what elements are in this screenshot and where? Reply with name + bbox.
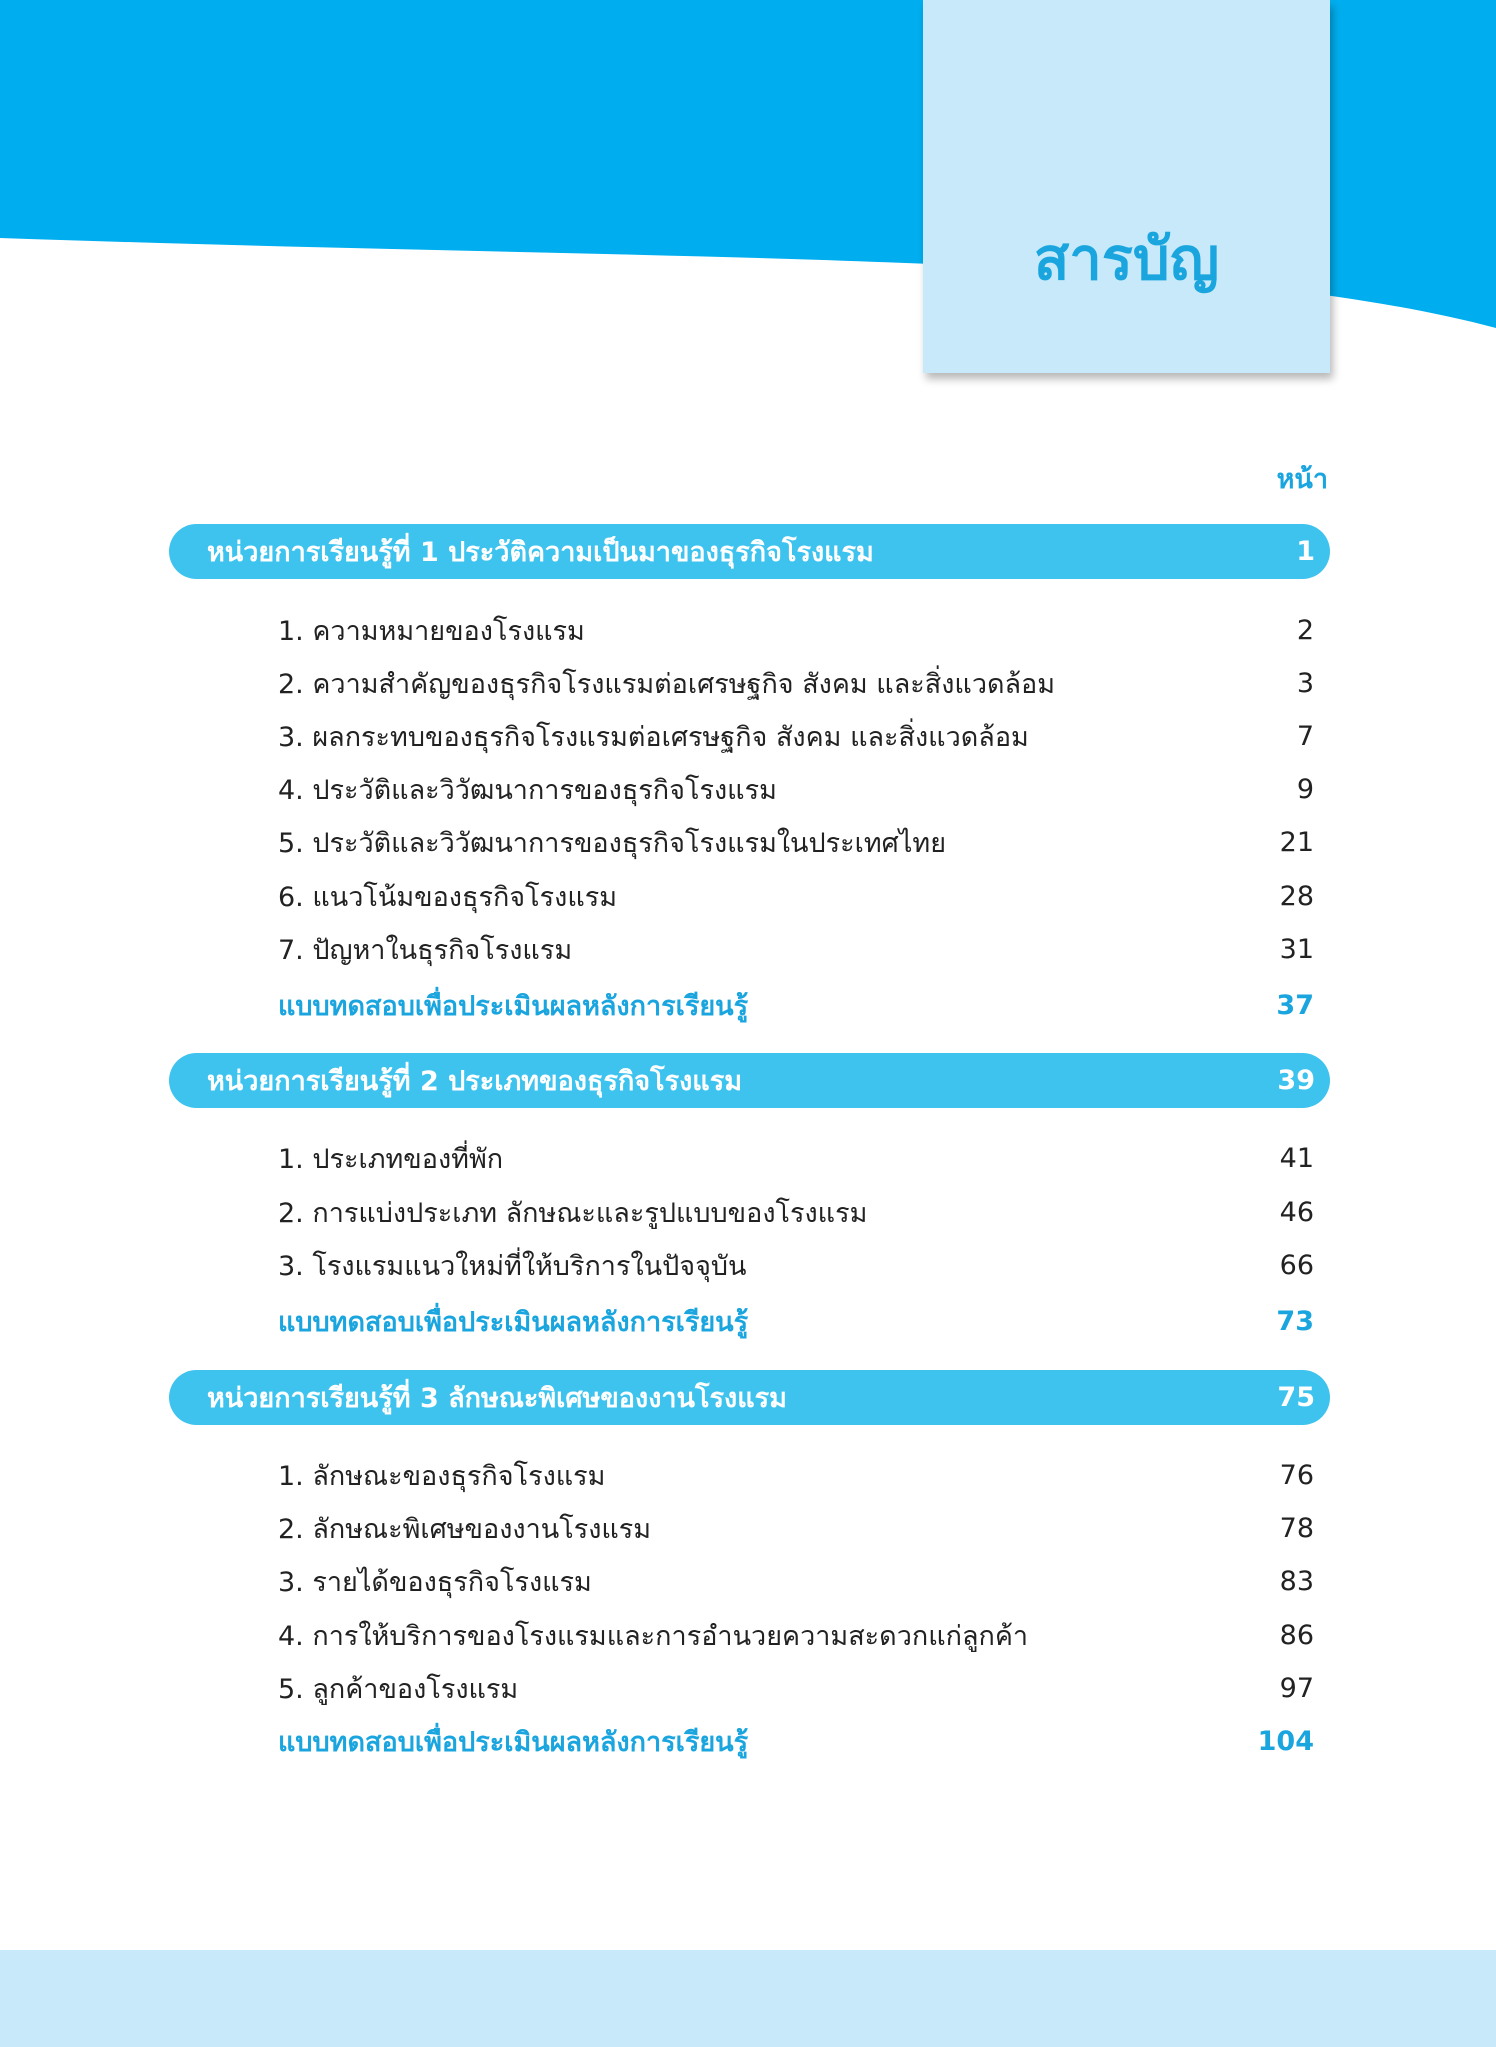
entry-label: 2. ลักษณะพิเศษของงานโรงแรม	[278, 1513, 652, 1545]
entry-label: 3. โรงแรมแนวใหม่ที่ให้บริการในปัจจุบัน	[278, 1250, 747, 1282]
entry-page: 97	[1279, 1672, 1314, 1704]
footer-band	[0, 1950, 1496, 2047]
unit-1-header[interactable]	[169, 524, 1330, 579]
toc-entry[interactable]	[278, 716, 1314, 756]
toc-quiz-entry[interactable]	[278, 1721, 1314, 1761]
unit-3-header[interactable]	[169, 1370, 1330, 1425]
quiz-label: แบบทดสอบเพื่อประเมินผลหลังการเรียนรู้	[278, 1726, 749, 1758]
unit-page: 39	[1277, 1065, 1315, 1096]
toc-quiz-entry[interactable]	[278, 985, 1314, 1025]
entry-label: 1. ประเภทของที่พัก	[278, 1143, 504, 1175]
toc-entry[interactable]	[278, 1615, 1314, 1655]
entry-label: 5. ลูกค้าของโรงแรม	[278, 1673, 519, 1705]
unit-title: หน่วยการเรียนรู้ที่ 1 ประวัติความเป็นมาของธุรกิจโรงแรม	[207, 537, 874, 568]
quiz-page: 37	[1276, 989, 1314, 1021]
entry-page: 86	[1279, 1619, 1314, 1651]
toc-entry[interactable]	[278, 822, 1314, 862]
entry-page: 9	[1296, 773, 1314, 805]
entry-page: 7	[1296, 720, 1314, 752]
unit-title: หน่วยการเรียนรู้ที่ 3 ลักษณะพิเศษของงานโรงแรม	[207, 1383, 787, 1414]
toc-entry[interactable]	[278, 610, 1314, 650]
toc-entry[interactable]	[278, 876, 1314, 916]
toc-entry[interactable]	[278, 1508, 1314, 1548]
title-box	[923, 0, 1330, 373]
toc-entry[interactable]	[278, 663, 1314, 703]
entry-label: 6. แนวโน้มของธุรกิจโรงแรม	[278, 881, 618, 913]
entry-page: 76	[1279, 1459, 1314, 1491]
toc-entry[interactable]	[278, 1138, 1314, 1178]
unit-title: หน่วยการเรียนรู้ที่ 2 ประเภทของธุรกิจโรงแรม	[207, 1066, 743, 1097]
entry-label: 2. ความสำคัญของธุรกิจโรงแรมต่อเศรษฐกิจ สังคม และสิ่งแวดล้อม	[278, 668, 1056, 700]
toc-entry[interactable]	[278, 1192, 1314, 1232]
unit-page: 75	[1277, 1382, 1315, 1413]
quiz-label: แบบทดสอบเพื่อประเมินผลหลังการเรียนรู้	[278, 990, 749, 1022]
toc-entry[interactable]	[278, 929, 1314, 969]
page-column-label: หน้า	[1276, 464, 1328, 495]
page-title: สารบัญ	[1033, 225, 1220, 293]
entry-page: 28	[1279, 880, 1314, 912]
entry-label: 5. ประวัติและวิวัฒนาการของธุรกิจโรงแรมในประเทศไทย	[278, 827, 947, 859]
entry-label: 3. ผลกระทบของธุรกิจโรงแรมต่อเศรษฐกิจ สังคม และสิ่งแวดล้อม	[278, 721, 1029, 753]
entry-label: 2. การแบ่งประเภท ลักษณะและรูปแบบของโรงแรม	[278, 1197, 868, 1229]
toc-quiz-entry[interactable]	[278, 1301, 1314, 1341]
entry-page: 3	[1296, 667, 1314, 699]
unit-2-header[interactable]	[169, 1053, 1330, 1108]
entry-page: 78	[1279, 1512, 1314, 1544]
quiz-label: แบบทดสอบเพื่อประเมินผลหลังการเรียนรู้	[278, 1306, 749, 1338]
toc-entry[interactable]	[278, 1245, 1314, 1285]
toc-entry[interactable]	[278, 1455, 1314, 1495]
entry-label: 7. ปัญหาในธุรกิจโรงแรม	[278, 934, 573, 966]
entry-label: 4. ประวัติและวิวัฒนาการของธุรกิจโรงแรม	[278, 774, 777, 806]
entry-label: 4. การให้บริการของโรงแรมและการอำนวยความสะดวกแก่ลูกค้า	[278, 1620, 1029, 1652]
entry-page: 2	[1296, 614, 1314, 646]
entry-page: 21	[1279, 826, 1314, 858]
entry-page: 31	[1279, 933, 1314, 965]
entry-page: 83	[1279, 1565, 1314, 1597]
entry-label: 3. รายได้ของธุรกิจโรงแรม	[278, 1566, 592, 1598]
entry-page: 41	[1279, 1142, 1314, 1174]
entry-label: 1. ลักษณะของธุรกิจโรงแรม	[278, 1460, 606, 1492]
toc-entry[interactable]	[278, 769, 1314, 809]
entry-page: 66	[1279, 1249, 1314, 1281]
quiz-page: 104	[1257, 1725, 1314, 1757]
entry-label: 1. ความหมายของโรงแรม	[278, 615, 585, 647]
unit-page: 1	[1296, 536, 1315, 567]
toc-entry[interactable]	[278, 1668, 1314, 1708]
toc-entry[interactable]	[278, 1561, 1314, 1601]
entry-page: 46	[1279, 1196, 1314, 1228]
quiz-page: 73	[1276, 1305, 1314, 1337]
